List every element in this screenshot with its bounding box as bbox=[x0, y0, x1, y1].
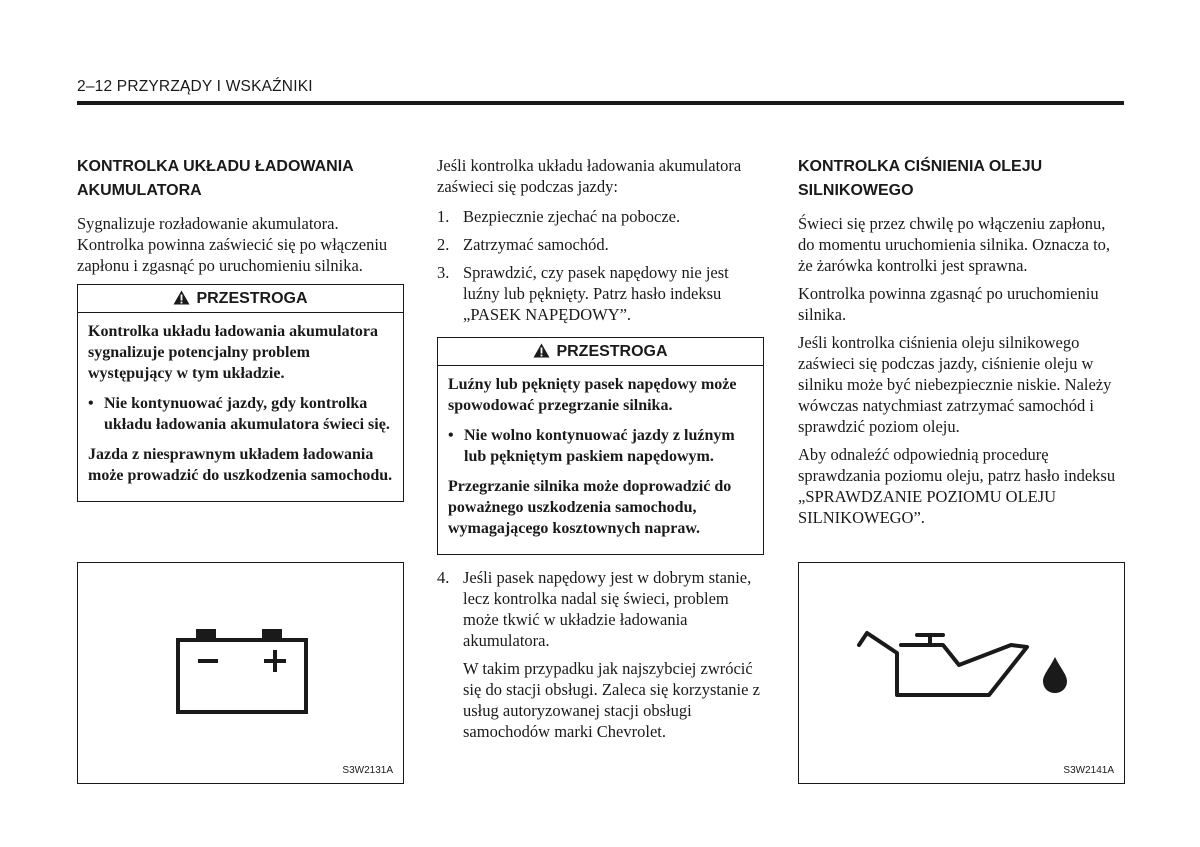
warning-bullets bbox=[448, 425, 753, 467]
steps-list bbox=[437, 206, 764, 325]
warning-text: Jazda z niesprawnym układem ładowania może prowadzić do uszkodzenia samochodu. bbox=[88, 446, 393, 484]
page-header: 2–12 PRZYRZĄDY I WSKAŹNIKI bbox=[77, 78, 313, 95]
list-item: 3. Sprawdzić, czy pasek napędowy nie jest luźny lub pęknięty. Patrz hasło indeksu „PASEK NAPĘDOWY”. bbox=[437, 263, 729, 324]
column-battery bbox=[77, 155, 404, 514]
list-item: 1. Bezpiecznie zjechać na pobocze. bbox=[437, 207, 681, 226]
section-title-battery: KONTROLKA UKŁADU ŁADOWANIA AKUMULATORA bbox=[77, 158, 354, 199]
header-rule bbox=[77, 101, 1124, 105]
warning-text: Luźny lub pęknięty pasek napędowy może spowodować przegrzanie silnika. bbox=[448, 376, 737, 414]
warning-triangle-icon bbox=[533, 343, 550, 358]
warning-bullet: • Nie kontynuować jazdy, gdy kontrolka układu ładowania akumulatora świeci się. bbox=[88, 393, 393, 435]
column-oil-pressure bbox=[798, 155, 1125, 535]
battery-intro: Sygnalizuje rozładowanie akumulatora. Kontrolka powinna zaświecić się po włączeniu zapłonu i zgasnąć po uruchomieniu silnika. bbox=[77, 214, 388, 275]
warning-label: PRZESTROGA bbox=[196, 290, 308, 307]
warning-header bbox=[78, 285, 403, 313]
figure-code: S3W2141A bbox=[1063, 765, 1114, 776]
warning-text: Przegrzanie silnika może doprowadzić do poważnego uszkodzenia samochodu, wymagającego kosztownych napraw. bbox=[448, 478, 732, 537]
figure-oil bbox=[798, 562, 1125, 784]
paragraph: Świeci się przez chwilę po włączeniu zapłonu, do momentu uruchomienia silnika. Oznacza to, że żarówka kontrolki jest sprawna. bbox=[798, 214, 1111, 275]
warning-body bbox=[78, 313, 403, 501]
paragraph: Kontrolka powinna zgasnąć po uruchomieniu silnika. bbox=[798, 284, 1099, 324]
list-item: 2. Zatrzymać samochód. bbox=[437, 235, 609, 254]
warning-header bbox=[438, 338, 763, 366]
oil-can-icon bbox=[799, 563, 1124, 783]
figure-battery bbox=[77, 562, 404, 784]
warning-body bbox=[438, 366, 763, 554]
warning-box-battery bbox=[77, 284, 404, 502]
warning-bullet: • Nie wolno kontynuować jazdy z luźnym lub pękniętym paskiem napędowym. bbox=[448, 425, 753, 467]
figure-code: S3W2131A bbox=[342, 765, 393, 776]
steps-list-continued bbox=[437, 567, 764, 742]
steps-intro: Jeśli kontrolka układu ładowania akumulatora zaświeci się podczas jazdy: bbox=[437, 156, 742, 196]
paragraph: Aby odnaleźć odpowiednią procedurę sprawdzania poziomu oleju, patrz hasło indeksu „SPRAWDZANIE POZIOMU OLEJU SILNIKOWEGO”. bbox=[798, 445, 1116, 527]
warning-label: PRZESTROGA bbox=[556, 343, 668, 360]
paragraph: Jeśli kontrolka ciśnienia oleju silnikowego zaświeci się podczas jazdy, ciśnienie oleju w silniku może być niebezpiecznie niskie. Należy wówczas natychmiast zatrzymać samochód i sprawdzić poziom oleju. bbox=[798, 333, 1112, 436]
warning-text: Kontrolka układu ładowania akumulatora sygnalizuje potencjalny problem występujący w tym układzie. bbox=[88, 323, 379, 382]
warning-bullets bbox=[88, 393, 393, 435]
list-item: 4. Jeśli pasek napędowy jest w dobrym stanie, lecz kontrolka nadal się świeci, problem może tkwić w układzie ładowania akumulatora. W takim przypadku jak najszybciej zwrócić się do stacji obsługi. Zaleca się korzystanie z usług autoryzowanej stacji obsługi samochodów marki Chevrolet. bbox=[437, 568, 760, 741]
warning-box-belt bbox=[437, 337, 764, 555]
section-title-oil: KONTROLKA CIŚNIENIA OLEJU SILNIKOWEGO bbox=[798, 158, 1043, 199]
battery-icon bbox=[78, 563, 403, 783]
warning-triangle-icon bbox=[173, 290, 190, 305]
column-charging-steps bbox=[437, 155, 764, 749]
